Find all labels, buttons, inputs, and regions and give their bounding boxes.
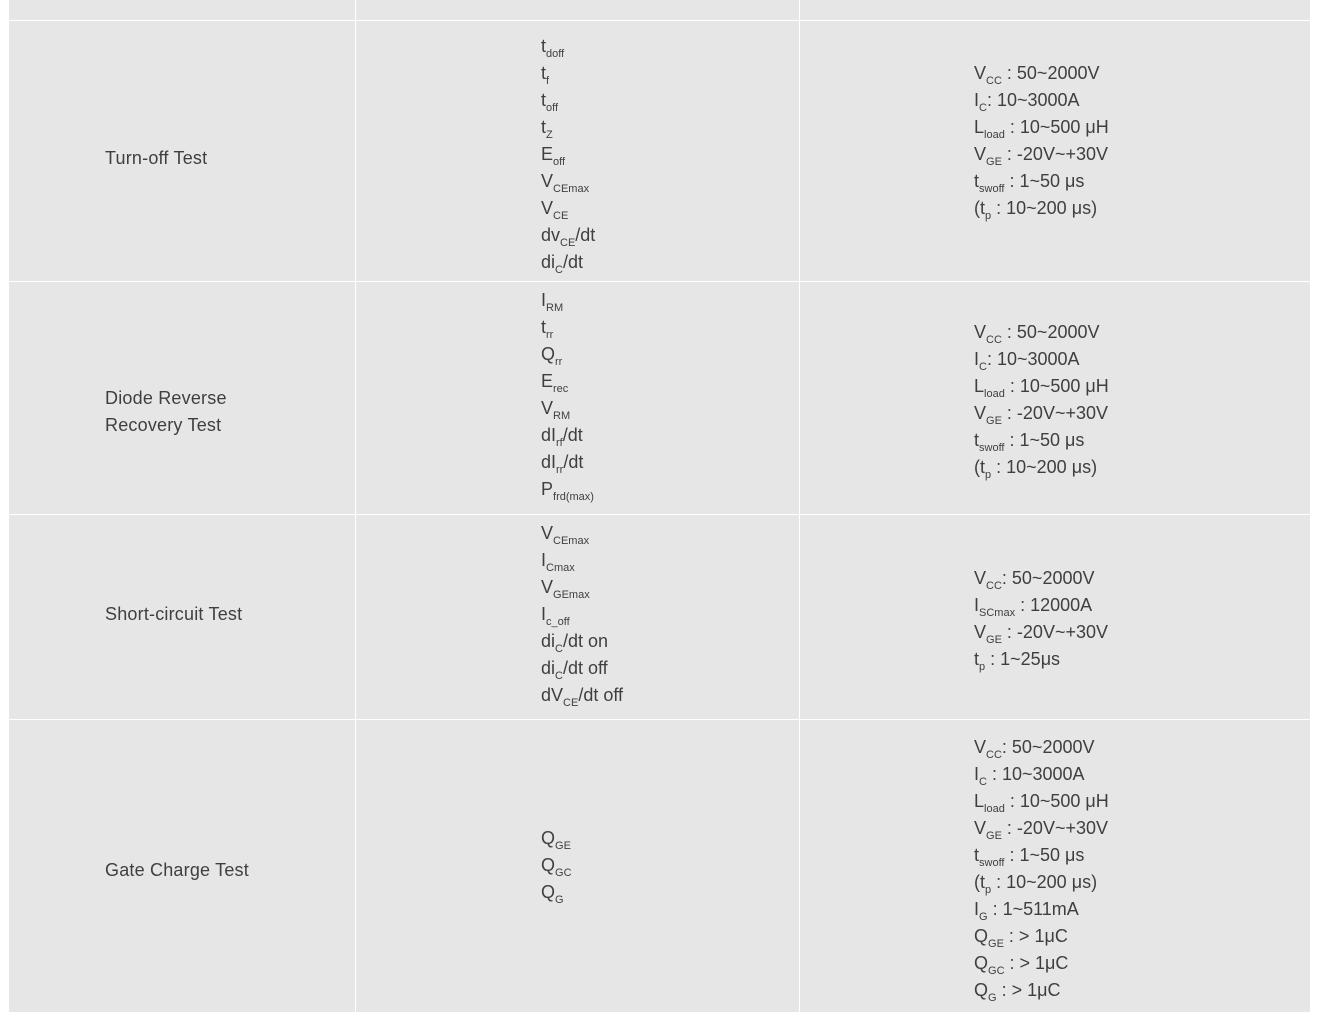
subscript-text: C bbox=[555, 670, 563, 682]
line-text: : -20V~+30V bbox=[1001, 818, 1108, 838]
line-text: t bbox=[541, 36, 547, 56]
list-line bbox=[541, 520, 623, 547]
line-text: /dt on bbox=[562, 631, 609, 651]
line-text: t bbox=[974, 171, 980, 191]
subscript-text: RM bbox=[546, 302, 564, 314]
line-text: (t bbox=[974, 872, 985, 892]
list-line bbox=[541, 168, 595, 195]
test-name-line: Diode Reverse bbox=[105, 388, 227, 408]
conditions-cell bbox=[800, 21, 1310, 281]
subscript-text: C bbox=[979, 361, 987, 373]
subscript-text: rf bbox=[556, 437, 563, 449]
list-line bbox=[974, 454, 1109, 481]
subscript-text: CE bbox=[560, 237, 576, 249]
line-text: : 50~2000V bbox=[1001, 737, 1095, 757]
list-line bbox=[541, 476, 594, 503]
subscript-text: load bbox=[984, 388, 1005, 400]
line-text: Q bbox=[541, 828, 556, 848]
subscript-text: doff bbox=[546, 48, 565, 60]
subscript-text: frd(max) bbox=[553, 491, 594, 503]
test-name: Short-circuit Test bbox=[105, 604, 243, 624]
line-text: /dt bbox=[562, 425, 583, 445]
subscript-text: G bbox=[988, 992, 997, 1004]
list-line bbox=[974, 319, 1109, 346]
list-line bbox=[974, 141, 1109, 168]
list-line bbox=[541, 655, 623, 682]
line-text: Q bbox=[541, 855, 556, 875]
condition-list bbox=[974, 60, 1109, 222]
subscript-text: GC bbox=[555, 867, 572, 879]
list-line bbox=[974, 923, 1109, 950]
test-name-cell bbox=[9, 282, 355, 514]
test-name-cell bbox=[9, 21, 355, 281]
list-line bbox=[541, 114, 595, 141]
subscript-text: off bbox=[546, 102, 559, 114]
line-text: dV bbox=[541, 685, 564, 705]
line-text: I bbox=[974, 764, 980, 784]
line-text: : 10~3000A bbox=[986, 349, 1080, 369]
test-name-cell bbox=[9, 515, 355, 719]
test-name-line: Recovery Test bbox=[105, 415, 222, 435]
line-text: t bbox=[974, 649, 980, 669]
line-text: t bbox=[541, 117, 547, 137]
parameters-cell bbox=[356, 515, 799, 719]
line-text: I bbox=[541, 550, 547, 570]
list-line bbox=[541, 825, 572, 852]
list-line bbox=[541, 574, 623, 601]
list-line bbox=[974, 842, 1109, 869]
list-line bbox=[974, 815, 1109, 842]
line-text: L bbox=[974, 117, 985, 137]
subscript-text: rr bbox=[546, 329, 554, 341]
list-line bbox=[541, 601, 623, 628]
line-text: : 10~3000A bbox=[986, 90, 1080, 110]
line-text: : 12000A bbox=[1015, 595, 1093, 615]
line-text: V bbox=[974, 622, 987, 642]
line-text: t bbox=[541, 90, 547, 110]
parameter-list bbox=[541, 287, 594, 503]
subscript-text: f bbox=[546, 75, 550, 87]
line-text: Q bbox=[974, 980, 989, 1000]
list-line bbox=[541, 222, 595, 249]
list-line bbox=[541, 314, 594, 341]
line-text: : > 1μC bbox=[1003, 926, 1068, 946]
line-text: dv bbox=[541, 225, 561, 245]
line-text: V bbox=[541, 577, 554, 597]
line-text: : > 1μC bbox=[996, 980, 1061, 1000]
table-row-top-partial bbox=[9, 0, 1310, 20]
line-text: : 1~511mA bbox=[987, 899, 1079, 919]
test-name-cell bbox=[9, 720, 355, 1012]
subscript-text: p bbox=[979, 661, 986, 673]
line-text: : -20V~+30V bbox=[1001, 403, 1108, 423]
conditions-cell bbox=[800, 515, 1310, 719]
subscript-text: SCmax bbox=[979, 607, 1016, 619]
conditions-cell bbox=[800, 282, 1310, 514]
table-row bbox=[9, 21, 1310, 281]
line-text: V bbox=[974, 322, 987, 342]
list-line bbox=[974, 761, 1109, 788]
line-text: : 10~3000A bbox=[986, 764, 1085, 784]
line-text: : 50~2000V bbox=[1001, 63, 1100, 83]
line-text: I bbox=[974, 349, 980, 369]
line-text: : 1~50 μs bbox=[1004, 845, 1085, 865]
list-line bbox=[974, 869, 1109, 896]
list-line bbox=[541, 60, 595, 87]
subscript-text: p bbox=[985, 210, 992, 222]
subscript-text: GE bbox=[986, 156, 1002, 168]
subscript-text: CE bbox=[553, 210, 569, 222]
subscript-text: GE bbox=[986, 415, 1002, 427]
line-text: V bbox=[541, 198, 554, 218]
subscript-text: p bbox=[985, 884, 992, 896]
subscript-text: RM bbox=[553, 410, 571, 422]
line-text: Q bbox=[974, 926, 989, 946]
subscript-text: GC bbox=[988, 965, 1005, 977]
list-line bbox=[974, 619, 1108, 646]
line-text: : 1~50 μs bbox=[1004, 430, 1085, 450]
subscript-text: CEmax bbox=[553, 535, 590, 547]
list-line bbox=[974, 346, 1109, 373]
subscript-text: GE bbox=[555, 840, 571, 852]
list-line bbox=[974, 373, 1109, 400]
subscript-text: Z bbox=[546, 129, 553, 141]
line-text: /dt bbox=[563, 452, 584, 472]
line-text: (t bbox=[974, 198, 985, 218]
line-text: : 10~500 μH bbox=[1004, 376, 1109, 396]
line-text: L bbox=[974, 791, 985, 811]
list-line bbox=[541, 547, 623, 574]
table-row bbox=[9, 515, 1310, 719]
line-text: : 1~50 μs bbox=[1004, 171, 1085, 191]
subscript-text: c_off bbox=[546, 616, 570, 628]
list-line bbox=[974, 734, 1109, 761]
subscript-text: load bbox=[984, 803, 1005, 815]
list-line bbox=[974, 896, 1109, 923]
line-text: Q bbox=[541, 344, 556, 364]
list-line bbox=[974, 400, 1109, 427]
list-line bbox=[541, 628, 623, 655]
line-text: E bbox=[541, 144, 554, 164]
list-line bbox=[541, 879, 572, 906]
subscript-text: Cmax bbox=[546, 562, 575, 574]
subscript-text: CC bbox=[986, 334, 1002, 346]
list-line bbox=[541, 682, 623, 709]
line-text: I bbox=[541, 290, 547, 310]
line-text: di bbox=[541, 658, 556, 678]
list-line bbox=[541, 141, 595, 168]
line-text: : 10~200 μs) bbox=[991, 872, 1098, 892]
subscript-text: swoff bbox=[979, 183, 1005, 195]
line-text: /dt bbox=[562, 252, 583, 272]
line-text: di bbox=[541, 631, 556, 651]
subscript-text: C bbox=[555, 264, 563, 276]
table-row bbox=[9, 282, 1310, 514]
subscript-text: GE bbox=[986, 830, 1002, 842]
line-text: t bbox=[974, 845, 980, 865]
conditions-cell bbox=[800, 720, 1310, 1012]
line-text: V bbox=[974, 818, 987, 838]
parameter-list bbox=[541, 825, 572, 906]
subscript-text: CE bbox=[563, 697, 579, 709]
line-text: dI bbox=[541, 425, 557, 445]
condition-list bbox=[974, 565, 1108, 673]
line-text: Q bbox=[974, 953, 989, 973]
line-text: I bbox=[974, 595, 980, 615]
condition-list bbox=[974, 734, 1109, 1004]
list-line bbox=[974, 168, 1109, 195]
line-text: V bbox=[974, 737, 987, 757]
test-spec-table bbox=[9, 0, 1310, 1012]
line-text: /dt off bbox=[578, 685, 624, 705]
list-line bbox=[541, 249, 595, 276]
subscript-text: swoff bbox=[979, 857, 1005, 869]
line-text: t bbox=[541, 63, 547, 83]
line-text: V bbox=[974, 144, 987, 164]
parameter-list bbox=[541, 33, 595, 276]
subscript-text: off bbox=[553, 156, 566, 168]
line-text: t bbox=[974, 430, 980, 450]
line-text: (t bbox=[974, 457, 985, 477]
condition-list bbox=[974, 319, 1109, 481]
parameters-cell bbox=[356, 282, 799, 514]
subscript-text: p bbox=[985, 469, 992, 481]
line-text: V bbox=[541, 398, 554, 418]
list-line bbox=[974, 114, 1109, 141]
test-name: Turn-off Test bbox=[105, 148, 208, 168]
list-line bbox=[974, 565, 1108, 592]
line-text: : 50~2000V bbox=[1001, 322, 1100, 342]
list-line bbox=[541, 341, 594, 368]
line-text: V bbox=[974, 403, 987, 423]
subscript-text: CC bbox=[986, 75, 1002, 87]
line-text: : > 1μC bbox=[1004, 953, 1069, 973]
line-text: dI bbox=[541, 452, 557, 472]
subscript-text: G bbox=[555, 894, 564, 906]
subscript-text: GE bbox=[988, 938, 1004, 950]
line-text: P bbox=[541, 479, 554, 499]
subscript-text: C bbox=[979, 102, 987, 114]
subscript-text: GEmax bbox=[553, 589, 590, 601]
list-line bbox=[974, 646, 1108, 673]
line-text: t bbox=[541, 317, 547, 337]
list-line bbox=[541, 852, 572, 879]
line-text: V bbox=[974, 63, 987, 83]
parameter-list bbox=[541, 520, 623, 709]
subscript-text: load bbox=[984, 129, 1005, 141]
line-text: : 10~500 μH bbox=[1004, 117, 1109, 137]
list-line bbox=[541, 33, 595, 60]
line-text: L bbox=[974, 376, 985, 396]
line-text: : 10~200 μs) bbox=[991, 198, 1098, 218]
line-text: I bbox=[541, 604, 547, 624]
line-text: : 1~25μs bbox=[985, 649, 1061, 669]
line-text: /dt off bbox=[562, 658, 608, 678]
parameters-cell bbox=[356, 21, 799, 281]
subscript-text: rr bbox=[556, 464, 564, 476]
line-text: V bbox=[541, 523, 554, 543]
line-text: : 10~200 μs) bbox=[991, 457, 1098, 477]
subscript-text: rec bbox=[553, 383, 569, 395]
line-text: Q bbox=[541, 882, 556, 902]
subscript-text: swoff bbox=[979, 442, 1005, 454]
test-name: Gate Charge Test bbox=[105, 860, 249, 880]
subscript-text: CEmax bbox=[553, 183, 590, 195]
line-text: : -20V~+30V bbox=[1001, 144, 1108, 164]
parameters-cell bbox=[356, 720, 799, 1012]
line-text: /dt bbox=[575, 225, 596, 245]
line-text: : 10~500 μH bbox=[1004, 791, 1109, 811]
list-line bbox=[974, 977, 1109, 1004]
subscript-text: C bbox=[979, 776, 987, 788]
subscript-text: CC bbox=[986, 580, 1002, 592]
list-line bbox=[974, 60, 1109, 87]
list-line bbox=[541, 195, 595, 222]
list-line bbox=[974, 427, 1109, 454]
line-text: V bbox=[541, 171, 554, 191]
list-line bbox=[974, 87, 1109, 114]
subscript-text: CC bbox=[986, 749, 1002, 761]
list-line bbox=[974, 195, 1109, 222]
line-text: di bbox=[541, 252, 556, 272]
list-line bbox=[541, 422, 594, 449]
subscript-text: C bbox=[555, 643, 563, 655]
line-text: V bbox=[974, 568, 987, 588]
line-text: E bbox=[541, 371, 554, 391]
subscript-text: rr bbox=[555, 356, 563, 368]
line-text: I bbox=[974, 90, 980, 110]
line-text: : -20V~+30V bbox=[1001, 622, 1108, 642]
list-line bbox=[541, 368, 594, 395]
subscript-text: GE bbox=[986, 634, 1002, 646]
list-line bbox=[974, 788, 1109, 815]
list-line bbox=[541, 449, 594, 476]
list-line bbox=[541, 287, 594, 314]
test-name bbox=[105, 385, 227, 439]
list-line bbox=[541, 395, 594, 422]
list-line bbox=[974, 950, 1109, 977]
subscript-text: G bbox=[979, 911, 988, 923]
table-row bbox=[9, 720, 1310, 1012]
list-line bbox=[974, 592, 1108, 619]
line-text: : 50~2000V bbox=[1001, 568, 1095, 588]
line-text: I bbox=[974, 899, 980, 919]
list-line bbox=[541, 87, 595, 114]
